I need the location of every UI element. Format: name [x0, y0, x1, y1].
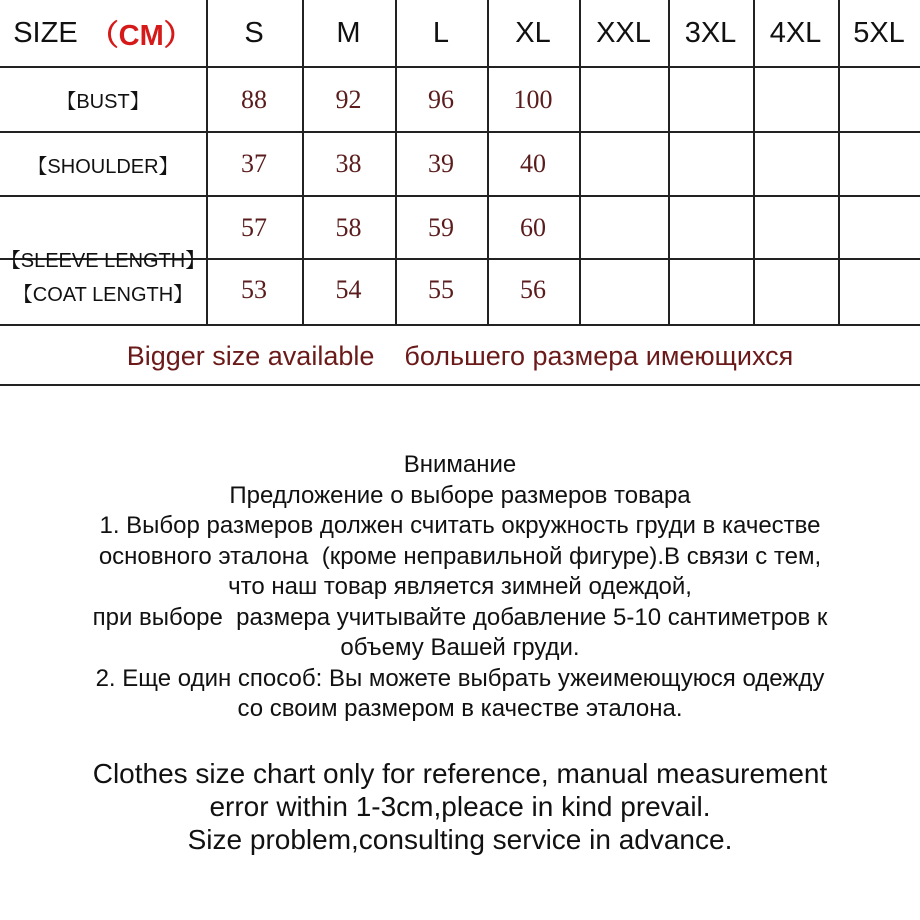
cell-bust-5xl [838, 68, 920, 131]
cell-bust-xxl [579, 68, 668, 131]
cell-sleeve-xxl [579, 197, 668, 258]
column-header-3xl: 3XL [684, 16, 737, 49]
column-header-5xl: 5XL [853, 16, 905, 49]
notice-line: при выборе размера учитывайте добавление 5-10 сантиметров к [92, 603, 828, 631]
cell-coat-3xl [668, 260, 753, 320]
notice-line: основного эталона (кроме неправильной фигуре).В связи с тем, [98, 542, 822, 570]
cell-coat-l: 55 [428, 275, 454, 304]
column-header-xl: XL [515, 16, 551, 49]
cell-sleeve-m: 58 [335, 212, 362, 242]
cell-bust-l: 96 [428, 84, 454, 114]
cell-shoulder-xxl [579, 133, 668, 195]
cell-coat-5xl [838, 260, 920, 320]
cell-sleeve-4xl [753, 197, 838, 258]
cell-bust-3xl [668, 68, 753, 131]
cell-bust-4xl [753, 68, 838, 131]
cell-coat-4xl [753, 260, 838, 320]
disclaimer-line: Size problem,consulting service in advance. [187, 823, 733, 855]
disclaimer-line: Clothes size chart only for reference, manual measurement [92, 757, 828, 789]
size-header-label: SIZE [13, 16, 78, 49]
notice-heading: Внимание [403, 451, 517, 478]
cell-sleeve-s: 57 [241, 212, 267, 242]
cell-sleeve-3xl [668, 197, 753, 258]
notice-line: 1. Выбор размеров должен считать окружность груди в качестве [99, 512, 821, 539]
column-header-4xl: 4XL [769, 16, 822, 49]
spacer [0, 725, 920, 757]
notice-line: со своим размером в качестве эталона. [237, 695, 683, 722]
unit-label: （CM） [89, 19, 193, 52]
cell-shoulder-4xl [753, 133, 838, 195]
notice-line: 2. Еще один способ: Вы можете выбрать ужеимеющуюся одежду [95, 664, 825, 692]
cell-sleeve-5xl [838, 197, 920, 258]
cell-coat-xxl [579, 260, 668, 320]
column-header-m: M [336, 16, 361, 49]
column-header-l: L [432, 16, 450, 49]
bigger-size-note: Bigger size available большего размера имеющихся [126, 340, 794, 371]
column-header-s: S [244, 16, 264, 49]
row-label-coat-length: 【COAT LENGTH】 [12, 283, 194, 306]
table-rule [0, 384, 920, 386]
cell-coat-xl: 56 [520, 275, 546, 304]
cell-coat-s: 53 [241, 275, 267, 304]
cell-shoulder-xl: 40 [520, 149, 546, 178]
cell-sleeve-l: 59 [428, 212, 454, 242]
notice-line: Предложение о выборе размеров товара [229, 481, 691, 509]
row-label-bust: 【BUST】 [56, 91, 150, 113]
cell-shoulder-5xl [838, 133, 920, 195]
cell-shoulder-s: 37 [241, 149, 267, 178]
cell-shoulder-m: 38 [335, 149, 362, 178]
row-label-shoulder: 【SHOULDER】 [27, 155, 179, 178]
cell-bust-s: 88 [241, 84, 267, 114]
table-rule [0, 324, 920, 326]
cell-shoulder-3xl [668, 133, 753, 195]
column-header-xxl: XXL [596, 16, 651, 49]
disclaimer-line: error within 1-3cm,pleace in kind prevail. [209, 790, 711, 822]
cell-bust-m: 92 [335, 84, 362, 114]
cell-bust-xl: 100 [513, 84, 553, 114]
notice-line: что наш товар является зимней одеждой, [228, 573, 692, 600]
cell-sleeve-xl: 60 [520, 212, 546, 242]
size-unit-header [0, 0, 206, 66]
row-label-sleeve-length: 【SLEEVE LENGTH】 [0, 250, 206, 272]
sizing-notice [0, 450, 920, 856]
cell-coat-m: 54 [335, 275, 362, 304]
notice-line: объему Вашей груди. [340, 634, 580, 661]
cell-shoulder-l: 39 [428, 149, 454, 178]
